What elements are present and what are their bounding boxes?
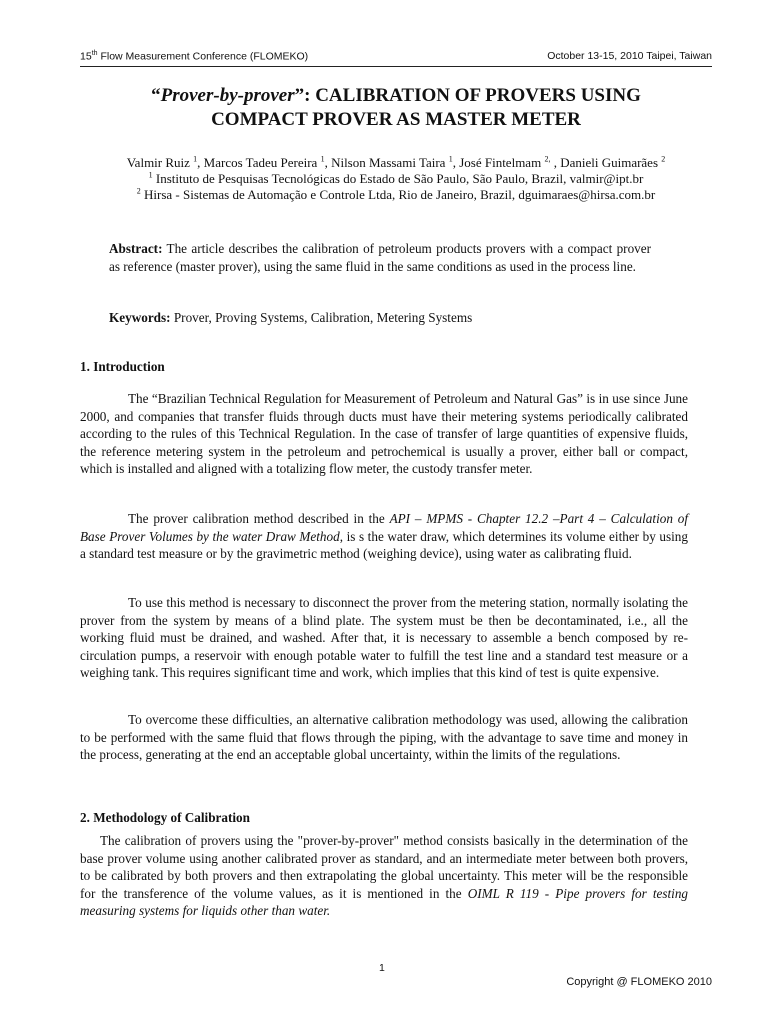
affiliation-1-text: Instituto de Pesquisas Tecnológicas do Estado de São Paulo, São Paulo, Brazil, valmir@ipt.br xyxy=(152,171,644,186)
title-quote-open: “ xyxy=(151,85,161,106)
author-2-affil: 1 xyxy=(320,154,325,164)
author-3-affil: 1 xyxy=(448,154,453,164)
author-4-affil: 2, xyxy=(544,154,551,164)
section-1-paragraph-3: To use this method is necessary to disconnect the prover from the metering station, normally isolating the prover from the system by means of a blind plate. The system must be then be decontaminated, i.e., all the working fluid must be drained, and washed. After that, it is necessary to assemble a bench composed by re-circulation pumps, a reservoir with enough potable water to fulfill the test line and a standard test measure or a weighing tank. This requires significant time and work, which implies that this kind of test is quite expensive. xyxy=(80,595,688,680)
abstract-label: Abstract: xyxy=(109,241,163,256)
affiliation-1-marker: 1 xyxy=(148,170,153,180)
section-1-paragraph-2-text-b: , is s the water draw, which determines its volume either by using a standard test measure or by the gravimetric method (weighing device), using water as calibrating fluid. xyxy=(80,528,688,561)
keywords-text: Prover, Proving Systems, Calibration, Metering Systems xyxy=(170,310,473,325)
paper-title xyxy=(80,84,712,132)
page-number: 1 xyxy=(379,962,385,974)
author-1-affil: 1 xyxy=(193,154,198,164)
title-quote-close: ” xyxy=(294,85,305,106)
author-2: , Marcos Tadeu Pereira xyxy=(197,155,321,170)
section-1-paragraph-4: To overcome these difficulties, an alternative calibration methodology was used, allowing the calibration to be performed with the same fluid that flows through the piping, with the advantage to save time and money in the process, generating at the end an acceptable global uncertainty, within the limits of the regulations. xyxy=(80,712,688,762)
conference-date-location: October 13-15, 2010 Taipei, Taiwan xyxy=(547,50,712,62)
author-list xyxy=(80,155,712,171)
conference-ordinal-suffix: th xyxy=(91,50,98,57)
copyright-notice: Copyright @ FLOMEKO 2010 xyxy=(566,976,712,988)
affiliation-2-marker: 2 xyxy=(136,186,141,196)
section-1-paragraph-2-text-a: The prover calibration method described in the xyxy=(128,511,390,526)
section-2-paragraph-1 xyxy=(80,832,688,920)
section-2-paragraph-1-citation: OIML R 119 - Pipe provers for testing measuring systems for liquids other than water. xyxy=(80,885,689,918)
affiliation-1 xyxy=(80,171,712,187)
section-1-heading: 1. Introduction xyxy=(80,359,165,374)
author-3: , Nilson Massami Taira xyxy=(324,155,449,170)
affiliation-2-text: Hirsa - Sistemas de Automação e Controle Ltda, Rio de Janeiro, Brazil, dguimaraes@hirsa.com.br xyxy=(140,187,656,202)
abstract xyxy=(109,240,651,275)
affiliation-2 xyxy=(80,187,712,203)
title-line2: COMPACT PROVER AS MASTER METER xyxy=(211,109,581,130)
conference-name xyxy=(80,50,308,63)
author-5: , Danieli Guimarães xyxy=(550,155,662,170)
conference-title: Flow Measurement Conference (FLOMEKO) xyxy=(97,50,309,63)
conference-number: 15 xyxy=(80,50,92,63)
section-1-paragraph-2 xyxy=(80,510,688,563)
header-divider xyxy=(80,66,712,67)
title-line1: : CALIBRATION OF PROVERS USING xyxy=(304,85,641,106)
author-4: , José Fintelmam xyxy=(452,155,545,170)
author-block xyxy=(80,155,712,203)
keywords-label: Keywords: xyxy=(109,310,171,325)
author-5-affil: 2 xyxy=(661,154,666,164)
section-2-paragraph-1-text: The calibration of provers using the "prover-by-prover" method consists basically in the determination of the base prover volume using another calibrated prover as standard, and an intermediate meter between both provers, to be calibrated by both provers and then extrapolating the global uncertainty. This meter will be the responsible for the transference of the volume values, as it is mentioned in the xyxy=(80,833,688,901)
abstract-text: The article describes the calibration of petroleum products provers with a compact prover as reference (master prover), using the same fluid in the same conditions as used in the process line. xyxy=(109,241,651,274)
section-1-paragraph-2-citation: API – MPMS - Chapter 12.2 –Part 4 – Calculation of Base Prover Volumes by the water Draw Method xyxy=(80,511,689,544)
keywords xyxy=(109,309,651,326)
section-1-paragraph-1: The “Brazilian Technical Regulation for Measurement of Petroleum and Natural Gas” is in use since June 2000, and companies that transfer fluids through ducts must have their metering systems periodically calibrated according to the rules of this Technical Regulation. In the case of transfer of large quantities of expensive fluids, the reference metering system in the petroleum and petrochemical is usually a prover, either ball or compact, which is installed and aligned with a totalizing flow meter, the custody transfer meter. xyxy=(80,391,688,476)
running-header xyxy=(80,50,712,66)
section-2-heading: 2. Methodology of Calibration xyxy=(80,810,250,825)
title-italic: Prover-by-prover xyxy=(160,85,295,106)
author-1: Valmir Ruiz xyxy=(126,155,194,170)
